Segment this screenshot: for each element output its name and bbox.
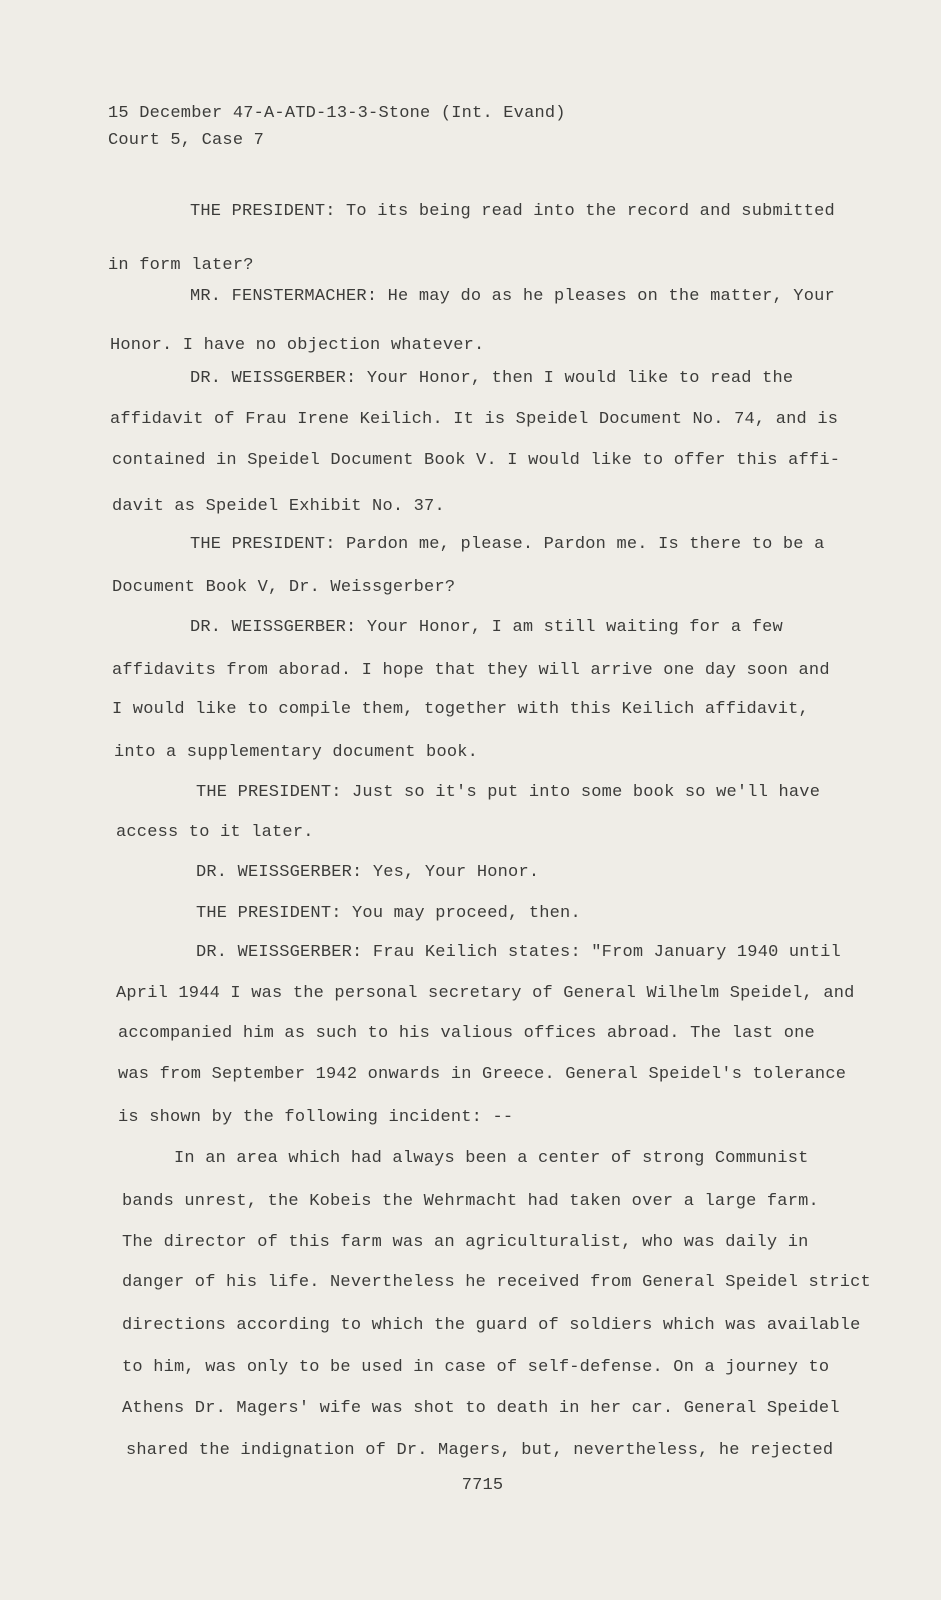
transcript-line: danger of his life. Nevertheless he received from General Speidel strict [122,1273,871,1292]
header-case-reference: 15 December 47-A-ATD-13-3-Stone (Int. Evand) [108,104,566,123]
page-number: 7715 [461,1476,504,1495]
transcript-line: DR. WEISSGERBER: Frau Keilich states: "From January 1940 until [196,943,841,962]
transcript-line: DR. WEISSGERBER: Yes, Your Honor. [196,863,540,882]
transcript-line: Honor. I have no objection whatever. [110,336,485,355]
header-court-case: Court 5, Case 7 [108,131,265,150]
transcript-line: April 1944 I was the personal secretary of General Wilhelm Speidel, and [116,984,855,1003]
transcript-line: davit as Speidel Exhibit No. 37. [112,497,445,516]
transcript-line: affidavit of Frau Irene Keilich. It is Speidel Document No. 74, and is [110,410,839,429]
transcript-line: directions according to which the guard of soldiers which was available [122,1316,861,1335]
transcript-line: DR. WEISSGERBER: Your Honor, then I would like to read the [190,369,794,388]
transcript-line: I would like to compile them, together with this Keilich affidavit, [112,700,809,719]
transcript-line: in form later? [108,256,254,275]
transcript-line: THE PRESIDENT: You may proceed, then. [196,904,581,923]
transcript-line: is shown by the following incident: -- [118,1108,514,1127]
transcript-line: THE PRESIDENT: Just so it's put into some book so we'll have [196,783,821,802]
transcript-line: The director of this farm was an agriculturalist, who was daily in [122,1233,809,1252]
transcript-line: into a supplementary document book. [114,743,479,762]
transcript-line: shared the indignation of Dr. Magers, but, nevertheless, he rejected [126,1441,834,1460]
transcript-line: accompanied him as such to his valious offices abroad. The last one [118,1024,815,1043]
transcript-line: Document Book V, Dr. Weissgerber? [112,578,456,597]
transcript-line: contained in Speidel Document Book V. I would like to offer this affi- [112,451,841,470]
transcript-line: access to it later. [116,823,314,842]
transcript-line: THE PRESIDENT: To its being read into the record and submitted [190,202,835,221]
transcript-line: affidavits from aborad. I hope that they will arrive one day soon and [112,661,830,680]
transcript-line: was from September 1942 onwards in Greece. General Speidel's tolerance [118,1065,847,1084]
transcript-line: to him, was only to be used in case of self-defense. On a journey to [122,1358,830,1377]
transcript-line: MR. FENSTERMACHER: He may do as he pleases on the matter, Your [190,287,835,306]
transcript-line: In an area which had always been a center of strong Communist [174,1149,809,1168]
transcript-line: THE PRESIDENT: Pardon me, please. Pardon me. Is there to be a [190,535,825,554]
transcript-line: bands unrest, the Kobeis the Wehrmacht had taken over a large farm. [122,1192,819,1211]
transcript-line: Athens Dr. Magers' wife was shot to death in her car. General Speidel [122,1399,840,1418]
transcript-line: DR. WEISSGERBER: Your Honor, I am still waiting for a few [190,618,783,637]
